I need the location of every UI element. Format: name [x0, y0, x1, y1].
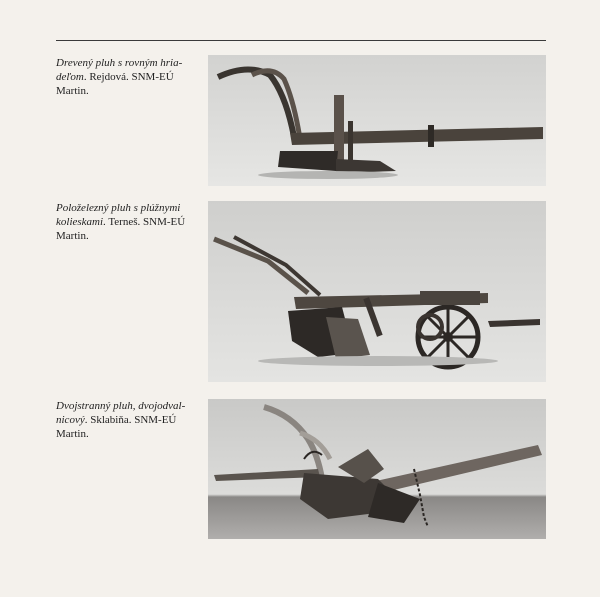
- caption-3-italic-line1: Dvojstranný pluh, dvojodval-: [56, 400, 186, 412]
- caption-3-rest-line2: Martin.: [56, 428, 89, 440]
- caption-2: [56, 201, 204, 243]
- photo-1-wooden-plough: [208, 55, 546, 186]
- caption-1-italic-line1: Drevený pluh s rovným hria-: [56, 57, 183, 69]
- caption-3: [56, 399, 204, 441]
- photo-3-double-sided-plough: [208, 399, 546, 539]
- top-rule: [56, 40, 546, 41]
- caption-3-rest-line1: . Sklabiňa. SNM-EÚ: [84, 414, 177, 426]
- caption-3-italic-line2: nicový: [56, 414, 85, 426]
- caption-2-rest-line1: . Terneš. SNM-EÚ: [103, 216, 186, 228]
- caption-1: [56, 56, 204, 98]
- caption-1-italic-line2: deľom: [56, 71, 84, 83]
- caption-1-rest-line1: . Rejdová. SNM-EÚ: [83, 71, 174, 83]
- caption-2-italic-line2: kolieskami: [56, 216, 104, 228]
- caption-1-rest-line2: Martin.: [56, 85, 89, 97]
- photo-2-half-iron-plough: [208, 201, 546, 382]
- caption-2-rest-line2: Martin.: [56, 230, 89, 242]
- caption-2-italic-line1: Položelezný pluh s plúžnymi: [56, 202, 181, 214]
